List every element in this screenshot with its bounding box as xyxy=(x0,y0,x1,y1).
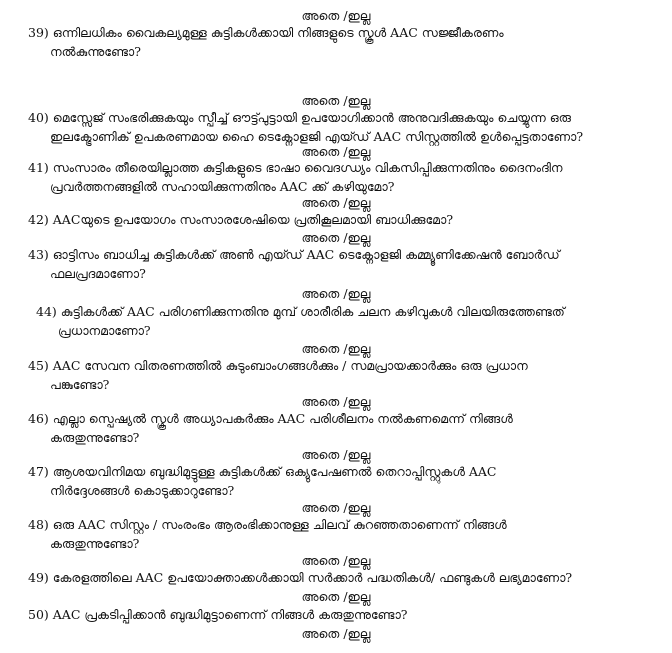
question-43 xyxy=(28,245,658,283)
answer-option: അതെ /ഇല്ല xyxy=(301,500,371,515)
answer-option: അതെ /ഇല്ല xyxy=(301,195,371,210)
question-text: ഒന്നിലധികം വൈകല്യമുള്ള കുട്ടികൾക്കായി നിങ്ങളുടെ സ്കൂൾ AAC സജ്ജീകരണം xyxy=(52,25,504,40)
question-number: 49) xyxy=(28,570,49,585)
question-45 xyxy=(28,356,658,394)
question-39 xyxy=(28,23,658,61)
question-number: 43) xyxy=(28,247,49,262)
question-text: കേരളത്തിലെ AAC ഉപയോക്താക്കൾക്കായി സർക്കാർ പദ്ധതികൾ/ ഫണ്ടുകൾ ലഭ്യമാണോ? xyxy=(52,570,573,585)
answer-option: അതെ /ഇല്ല xyxy=(301,341,371,356)
question-text: ഓട്ടിസം ബാധിച്ച കുട്ടികൾക്ക് അൺ എയ്ഡ് AAC ടെക്നോളജി കമ്മ്യൂണിക്കേഷൻ ബോർഡ് xyxy=(52,247,560,262)
question-46 xyxy=(28,409,658,447)
question-number: 45) xyxy=(28,358,49,373)
answer-option: അതെ /ഇല്ല xyxy=(301,589,371,604)
answer-option: അതെ /ഇല്ല xyxy=(301,286,371,301)
question-41 xyxy=(28,158,658,196)
question-number: 48) xyxy=(28,517,49,532)
answer-option: അതെ /ഇല്ല xyxy=(301,553,371,568)
question-text-cont: പ്രധാനമാണോ? xyxy=(58,323,151,338)
question-number: 42) xyxy=(28,212,49,227)
question-text-cont: പങ്കുണ്ടോ? xyxy=(50,377,110,392)
question-number: 41) xyxy=(28,160,49,175)
question-text: കുട്ടികൾക്ക് AAC പരിഗണിക്കുന്നതിനു മുമ്പ് ശാരീരിക ചലന കഴിവുകൾ വിലയിരുത്തേണ്ടത് xyxy=(60,304,565,319)
answer-option: അതെ /ഇല്ല xyxy=(301,447,371,462)
question-text: AAC സേവന വിതരണത്തിൽ കുടുംബാംഗങ്ങൾക്കും / സമപ്രായക്കാർക്കും ഒരു പ്രധാന xyxy=(52,358,528,373)
question-44 xyxy=(36,302,666,340)
answer-option: അതെ /ഇല്ല xyxy=(301,394,371,409)
question-text: ഒരു AAC സിസ്റ്റം / സംരംഭം ആരംഭിക്കാനുള്ള ചിലവ് കുറഞ്ഞതാണെന്ന് നിങ്ങൾ xyxy=(52,517,507,532)
answer-option: അതെ /ഇല്ല xyxy=(301,626,371,641)
question-number: 40) xyxy=(28,110,49,125)
question-number: 39) xyxy=(28,25,49,40)
question-50 xyxy=(28,605,658,624)
question-42 xyxy=(28,210,658,229)
question-48 xyxy=(28,515,658,553)
question-text-cont: ഇലക്ട്രോണിക് ഉപകരണമായ ഹൈ ടെക്നോളജി എയ്ഡ് AAC സിസ്റ്റത്തിൽ ഉൾപ്പെട്ടതാണോ? xyxy=(50,129,584,144)
question-text-cont: കരുതുന്നുണ്ടോ? xyxy=(50,536,140,551)
question-text: മെസ്സേജ് സംഭരിക്കുകയും സ്പീച്ച് ഔട്ട്പുട്ടായി ഉപയോഗിക്കാൻ അനുവദിക്കുകയും ചെയ്യുന്ന ഒരു xyxy=(52,110,571,125)
question-text-cont: നൽകുന്നുണ്ടോ? xyxy=(50,44,141,59)
question-number: 44) xyxy=(36,304,57,319)
question-text-cont: പ്രവർത്തനങ്ങളിൽ സഹായിക്കുന്നതിനും AAC ക്ക് കഴിയുമോ? xyxy=(50,179,395,194)
question-text-cont: നിർദ്ദേശങ്ങൾ കൊടുക്കാറുണ്ടോ? xyxy=(50,483,235,498)
question-number: 47) xyxy=(28,464,49,479)
question-text: AACയുടെ ഉപയോഗം സംസാരശേഷിയെ പ്രതികൂലമായി ബാധിക്കുമോ? xyxy=(52,212,454,227)
question-49 xyxy=(28,568,658,587)
question-text: സംസാരം തീരെയില്ലാത്ത കുട്ടികളുടെ ഭാഷാ വൈദഗ്ധ്യം വികസിപ്പിക്കുന്നതിനും ദൈനംദിന xyxy=(52,160,563,175)
question-text-cont: കരുതുന്നുണ്ടോ? xyxy=(50,430,140,445)
question-number: 50) xyxy=(28,607,49,622)
question-text-cont: ഫലപ്രദമാണോ? xyxy=(50,266,146,281)
answer-option: അതെ /ഇല്ല xyxy=(301,93,371,108)
question-40 xyxy=(28,108,658,146)
question-number: 46) xyxy=(28,411,49,426)
question-text: എല്ലാ സ്പെഷ്യൽ സ്കൂൾ അധ്യാപകർക്കും AAC പരിശീലനം നൽകണമെന്ന് നിങ്ങൾ xyxy=(52,411,513,426)
answer-option: അതെ /ഇല്ല xyxy=(301,144,371,159)
answer-option: അതെ /ഇല്ല xyxy=(301,8,371,23)
answer-option: അതെ /ഇല്ല xyxy=(301,230,371,245)
question-text: ആശയവിനിമയ ബുദ്ധിമുട്ടുള്ള കുട്ടികൾക്ക് ഒക്യുപേഷണൽ തെറാപ്പിസ്റ്റുകൾ AAC xyxy=(52,464,497,479)
question-47 xyxy=(28,462,658,500)
question-text: AAC പ്രകടിപ്പിക്കാൻ ബുദ്ധിമുട്ടാണെന്ന് നിങ്ങൾ കരുതുന്നുണ്ടോ? xyxy=(52,607,408,622)
